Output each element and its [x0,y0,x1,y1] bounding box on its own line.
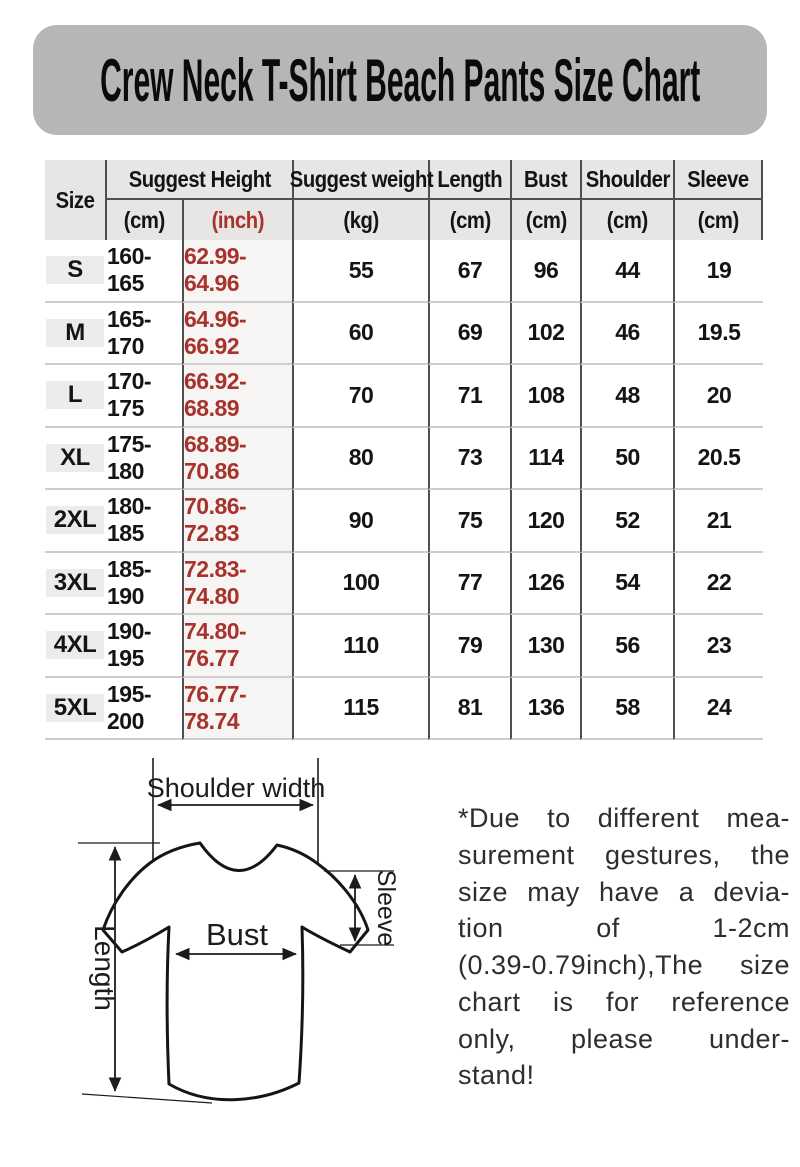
length-label: Length [89,925,120,1011]
disclaimer-line: size may have a devia- [458,876,790,907]
size-cell [45,615,107,678]
weight-kg-cell: 80 [292,428,428,491]
bust-cell: 130 [510,615,580,678]
size-cell [45,240,107,303]
tshirt-outline [103,843,368,1100]
disclaimer-note [458,800,790,1094]
disclaimer-line: chart is for reference [458,986,790,1017]
length-cell: 77 [428,553,510,616]
height-inch-cell: 64.96-66.92 [182,303,292,366]
sleeve-label: Sleeve [372,869,400,947]
sleeve-cell: 19 [673,240,763,303]
title-banner [33,25,767,135]
size-chip: M [46,319,104,347]
page-title: Crew Neck T-Shirt Beach Pants Size Chart [99,46,701,114]
size-chip: 2XL [46,506,104,534]
size-chip: S [46,256,104,284]
height-cm-cell: 185-190 [107,553,182,616]
shoulder-cell: 52 [580,490,673,553]
length-cell: 81 [428,678,510,741]
height-cm-cell: 175-180 [107,428,182,491]
height-cm-cell: 180-185 [107,490,182,553]
header-height-unit-cm: (cm) [124,206,165,233]
shoulder-cell: 54 [580,553,673,616]
header-suggest-height: Suggest Height [107,160,292,200]
height-inch-cell: 68.89-70.86 [182,428,292,491]
length-cell: 79 [428,615,510,678]
height-inch-cell: 70.86-72.83 [182,490,292,553]
disclaimer-line: (0.39-0.79inch),The size [458,950,790,980]
height-cm-cell: 195-200 [107,678,182,741]
sleeve-cell: 20.5 [673,428,763,491]
bust-label: Bust [205,917,269,952]
weight-kg-cell: 110 [292,615,428,678]
bust-cell: 114 [510,428,580,491]
disclaimer-line: only, please under- [458,1023,790,1054]
disclaimer-line: tion of 1-2cm [458,913,790,944]
weight-kg-cell: 55 [292,240,428,303]
header-shoulder-unit: (cm) [580,200,673,240]
size-cell [45,553,107,616]
sleeve-cell: 24 [673,678,763,741]
height-cm-cell: 160-165 [107,240,182,303]
length-cell: 75 [428,490,510,553]
disclaimer-line: stand! [458,1060,535,1091]
shoulder-width-label: Shoulder width [146,773,326,803]
height-cm-cell: 165-170 [107,303,182,366]
length-cell: 73 [428,428,510,491]
tshirt-measurement-diagram [30,755,450,1165]
size-chip: XL [46,444,104,472]
header-sleeve-unit: (cm) [673,200,763,240]
size-chip: 5XL [46,694,104,722]
sleeve-cell: 23 [673,615,763,678]
header-sleeve: Sleeve [673,160,763,200]
size-table-header [45,160,763,240]
header-length: Length [428,160,510,200]
weight-kg-cell: 115 [292,678,428,741]
length-cell: 67 [428,240,510,303]
header-bust-unit: (cm) [510,200,580,240]
size-cell [45,428,107,491]
bust-cell: 96 [510,240,580,303]
height-inch-cell: 76.77-78.74 [182,678,292,741]
size-cell [45,678,107,741]
bust-cell: 102 [510,303,580,366]
header-shoulder: Shoulder [580,160,673,200]
weight-kg-cell: 90 [292,490,428,553]
length-cell: 71 [428,365,510,428]
shoulder-cell: 46 [580,303,673,366]
bust-cell: 120 [510,490,580,553]
shoulder-cell: 50 [580,428,673,491]
sleeve-cell: 21 [673,490,763,553]
sleeve-cell: 20 [673,365,763,428]
header-weight-unit-kg: (kg) [292,200,428,240]
height-inch-cell: 74.80-76.77 [182,615,292,678]
sleeve-cell: 22 [673,553,763,616]
bust-cell: 126 [510,553,580,616]
height-cm-cell: 190-195 [107,615,182,678]
length-cell: 69 [428,303,510,366]
header-length-unit: (cm) [428,200,510,240]
shoulder-cell: 48 [580,365,673,428]
weight-kg-cell: 60 [292,303,428,366]
shoulder-cell: 44 [580,240,673,303]
header-height-unit-inch: (inch) [182,200,292,240]
size-chip: L [46,381,104,409]
size-cell [45,365,107,428]
size-table [45,160,763,740]
size-table-body [45,240,763,740]
bust-cell: 108 [510,365,580,428]
height-cm-cell: 170-175 [107,365,182,428]
size-chip: 3XL [46,569,104,597]
height-inch-cell: 62.99-64.96 [182,240,292,303]
bust-cell: 136 [510,678,580,741]
weight-kg-cell: 100 [292,553,428,616]
header-bust: Bust [510,160,580,200]
size-cell [45,303,107,366]
shoulder-cell: 58 [580,678,673,741]
size-chip: 4XL [46,631,104,659]
header-size: Size [45,160,107,240]
shoulder-cell: 56 [580,615,673,678]
disclaimer-line: *Due to different mea- [458,803,790,833]
size-cell [45,490,107,553]
height-inch-cell: 72.83-74.80 [182,553,292,616]
disclaimer-line: surement gestures, the [458,839,790,870]
header-suggest-weight: Suggest weight [292,160,428,200]
weight-kg-cell: 70 [292,365,428,428]
height-inch-cell: 66.92-68.89 [182,365,292,428]
sleeve-cell: 19.5 [673,303,763,366]
